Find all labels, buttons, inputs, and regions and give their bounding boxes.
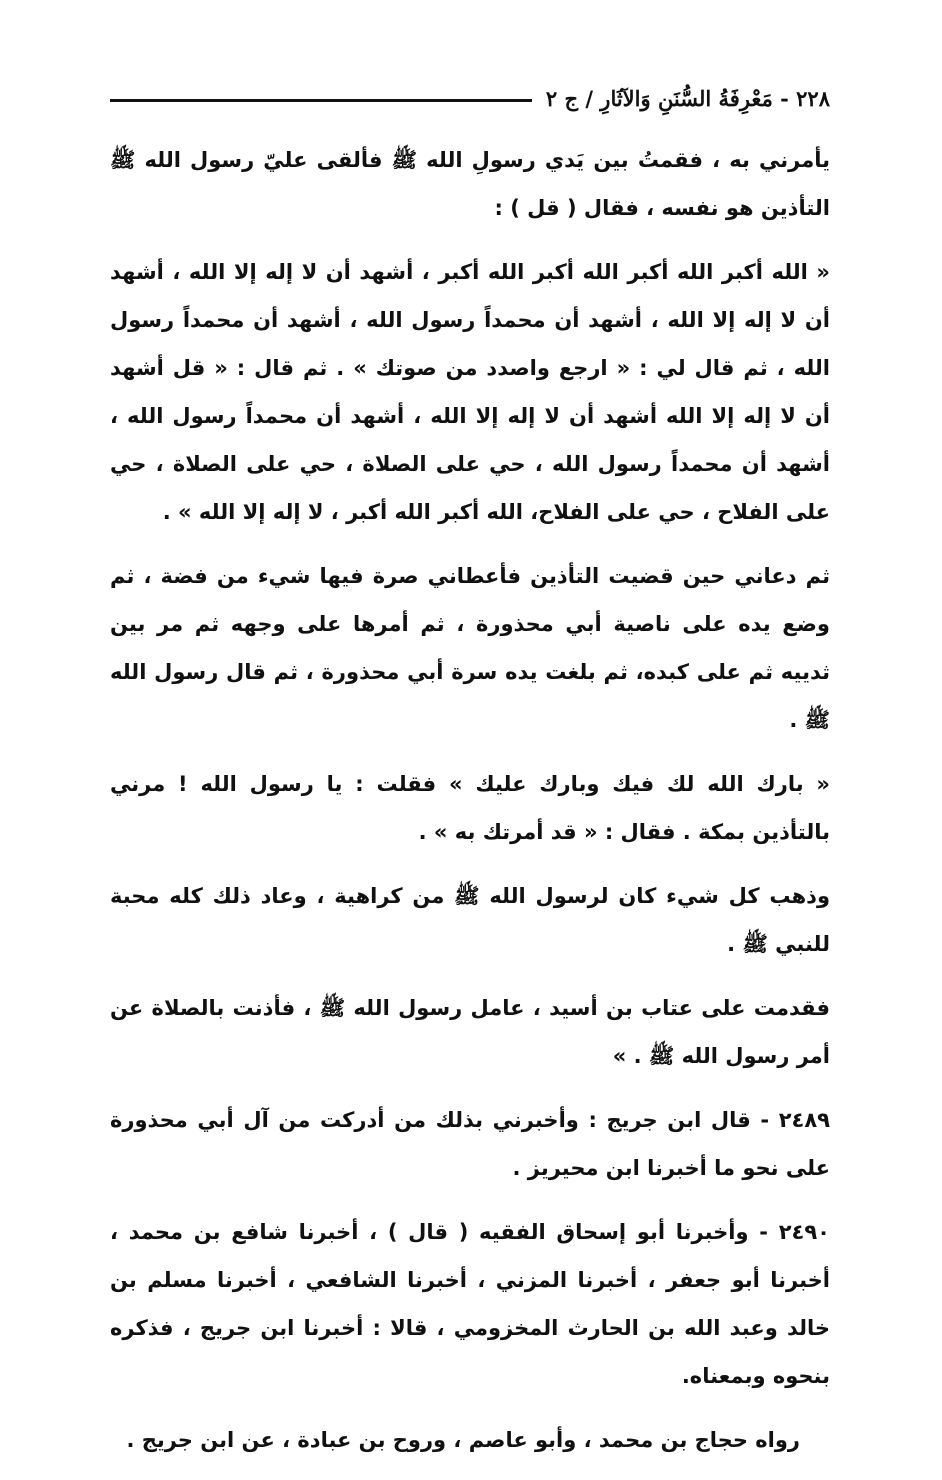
paragraph-1: يأمرني به ، فقمتُ بين يَدي رسولِ الله ﷺ فألقى عليّ رسول الله ﷺ التأذين هو نفسه ، فقال ( قل ) : xyxy=(110,148,830,220)
paragraph-adhan-text: « الله أكبر الله أكبر الله أكبر الله أكبر ، أشهد أن لا إله إلا الله ، أشهد أن لا إله إلا الله ، أشهد أن محمداً رسول الله ، أشهد أن محمداً رسول الله ، ثم قال لي : « ارجع واصدد من صوتك » . ثم قال : « قل أشهد أن لا إله إلا الله أشهد أن لا إله إلا الله ، أشهد أن محمداً رسول الله ، أشهد أن محمداً رسول الله ، حي على الصلاة ، حي على الصلاة ، حي على الفلاح ، حي على الفلاح، الله أكبر الله أكبر ، لا إله إلا الله » . xyxy=(110,260,830,524)
header-rule xyxy=(110,99,532,102)
narration-note: رواه حجاج بن محمد ، وأبو عاصم ، وروح بن عبادة ، عن ابن جريج . xyxy=(126,1428,800,1452)
paragraph-4: « بارك الله لك فيك وبارك عليك » فقلت : يا رسول الله ! مرني بالتأذين بمكة . فقال : « قد أمرتك به » . xyxy=(110,772,830,844)
hadith-2490: ٢٤٩٠ - وأخبرنا أبو إسحاق الفقيه ( قال ) ، أخبرنا شافع بن محمد ، أخبرنا أبو جعفر ، أخبرنا المزني ، أخبرنا الشافعي ، أخبرنا مسلم بن خالد وعبد الله بن الحارث المخزومي ، قالا : أخبرنا ابن جريج ، فذكره بنحوه وبمعناه. xyxy=(110,1220,830,1388)
page-body xyxy=(110,136,830,1480)
paragraph-5: وذهب كل شيء كان لرسول الله ﷺ من كراهية ، وعاد ذلك كله محبة للنبي ﷺ . xyxy=(110,884,830,956)
paragraph-3: ثم دعاني حين قضيت التأذين فأعطاني صرة فيها شيء من فضة ، ثم وضع يده على ناصية أبي محذورة ، ثم أمرها على وجهه ثم مر بين ثدييه ثم على كبده، ثم بلغت يده سرة أبي محذورة ، ثم قال رسول الله ﷺ . xyxy=(110,564,830,732)
page-header xyxy=(110,80,830,116)
paragraph-6: فقدمت على عتاب بن أسيد ، عامل رسول الله ﷺ ، فأذنت بالصلاة عن أمر رسول الله ﷺ . » xyxy=(110,996,830,1068)
hadith-2489: ٢٤٨٩ - قال ابن جريج : وأخبرني بذلك من أدركت من آل أبي محذورة على نحو ما أخبرنا ابن محيريز . xyxy=(110,1108,830,1180)
running-header-title: ٢٢٨ - مَعْرِفَةُ السُّنَنِ وَالآثَارِ / ج ٢ xyxy=(545,85,830,111)
